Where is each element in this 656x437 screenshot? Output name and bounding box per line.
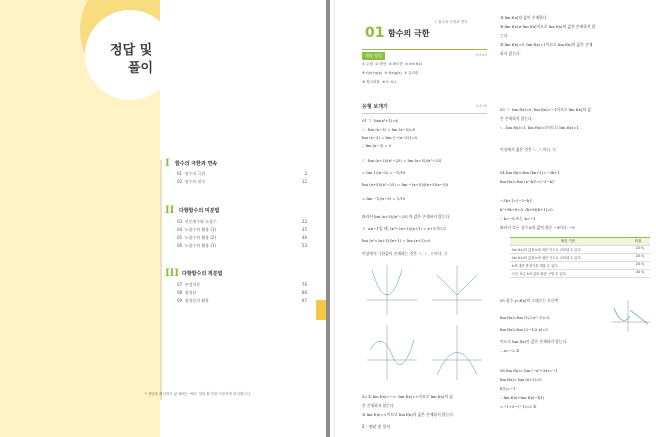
concept-label: 개념 정리	[362, 52, 385, 60]
text-line: ㄷ. lim (x+2)/(x²−25) = lim (x+5)/(x²−25)	[362, 158, 442, 163]
text-line: ㄹ. x≠−1일 때, (x²+2x+1)/(x+1) = x+1이므로	[362, 226, 447, 231]
text-line: lim f(x)=lim (2−1/2 x)=3	[500, 327, 548, 332]
text-line: ③ lim f(x)의 값이 존재한다.	[500, 15, 548, 20]
text-line: lim f(x)=lim (x−k)²=(−3−k)²	[500, 179, 556, 184]
text-line: 04 lim f(x)=lim (kx+1)=−3k+1	[500, 170, 560, 175]
section-num: I	[165, 158, 170, 169]
text-line: lim (x+5)/(x²−25) = lim −(x+5)/((x+5)(x−5))	[362, 182, 449, 187]
chapter-number: 01	[365, 25, 385, 41]
answer-column-2	[500, 15, 650, 425]
text-line: 는다.	[500, 33, 509, 38]
concept-page: 본책 6쪽	[475, 53, 487, 57]
section-title: 함수의 극한과 연속	[175, 161, 218, 167]
text-line: 은 존재하지 않는다.	[362, 403, 395, 408]
right-page	[330, 0, 656, 437]
title-line2: 풀이	[128, 61, 154, 76]
concept-box	[362, 49, 487, 92]
text-line: 01 ㄱ. lim(x²+1)=6	[362, 118, 398, 123]
text-line: 이상에서 옳은 것은 ㄴ, ㄷ이다. ④	[500, 147, 557, 152]
section-title: 다항함수의 미분법	[179, 208, 220, 214]
text-line: ∴ lim |x−3| = 0	[362, 143, 392, 148]
text-line: 따라서 모든 상수 k의 값의 합은 −9이다. −9	[500, 225, 575, 230]
section-num: II	[165, 205, 175, 216]
concept-row2: ⑤ f(x)+g(x) ⑥ f(x)g(x) ⑦ 유리화	[362, 71, 419, 75]
text-line: lim (x−3) = lim {−(x−3)}=0	[362, 135, 418, 140]
section-title: 다항함수의 적분법	[182, 271, 223, 277]
text-line: 06 lim f(x)= lim (−x²+3x)=−1	[500, 368, 558, 373]
title-line1: 정답 및	[110, 43, 153, 58]
table-row: lim f(x)의 값을 k에 대한 식으로 나타낼 수 있다. 20 %	[510, 245, 650, 253]
text-line: ㄴ. lim (x−3) = lim (x−3)=0	[362, 127, 416, 132]
text-line: ∴ a=−2 ②	[500, 348, 520, 353]
text-line: ∴ lim f(x)+lim f(x)−f(1)	[500, 395, 545, 400]
type-label: 유형 보개기	[362, 104, 388, 110]
text-line: f(1)=−1	[500, 386, 516, 391]
table-header: 비율	[634, 239, 642, 243]
scoring-table	[510, 237, 650, 278]
concept-row3: ⑧ 최고차항 ⑨ 0 ⑩ L	[362, 80, 397, 84]
table-row: lim f(x)의 값을 k에 대한 식으로 나타낼 수 있다. 20 %	[510, 253, 650, 261]
text-line: =−1+5−(−1)=5 ⑤	[500, 404, 537, 409]
text-line: ⑤ lim f(x)=0, lim f(x)=1이므로 lim f(x)의 값은 존재	[500, 42, 593, 47]
concept-row1: ① 수렴 ② 발산 ③ 좌극한 ④ lim f(x)	[362, 62, 422, 66]
type-page: 본책 7쪽	[475, 104, 487, 108]
text-line: = lim 1/(x−5) = −1/10	[362, 170, 406, 175]
table-row: 모든 상수 k의 값의 합을 구할 수 있다. 40 %	[510, 269, 650, 278]
text-line: 은 존재하지 않는다.	[500, 116, 533, 121]
table-header: 채점 기준	[560, 239, 576, 243]
text-line: ④ lim f(x)≠ lim f(x)이므로 lim f(x)의 값은 존재하지 않	[500, 24, 596, 29]
chapter-subtitle: I. 함수의 극한과 연속	[435, 20, 468, 24]
text-line: lim (x²+2x+1)/(x+1) = lim (x+1)=0	[362, 238, 431, 243]
graph-figure	[612, 300, 650, 332]
text-line: lim f(x)= lim (x+1)=5	[500, 377, 542, 382]
text-line: lim f(x)=lim (1/2 x²−1)=1,	[500, 315, 551, 320]
chapter-title: 함수의 극한	[388, 29, 430, 38]
text-line: ∴ k=−8 또는 k=−1	[500, 216, 536, 221]
table-row: k에 대한 방정식을 세울 수 있다. 20 %	[510, 261, 650, 269]
answer-column-1	[362, 118, 487, 428]
text-line: ㄴ. lim f(x)=1, lim f(x)=1이므로 lim f(x)=1	[500, 125, 579, 130]
left-page: 정답 및 풀이 I 함수의 극한과 연속 01 함수의 극한 2 02 함수의 연속 12 II 다항함수의 미분법 03 미분계수와 도함수 22 04 도함수의 활용 (1) 35 05 도함수의 활용 (2) 46 06 도함수의 활용 (3) 53 III 다항함수의 적분법 07 부정적분 76 08 정적분 86 09 정적분의 활용 97 * 정답을 확인하지 않 해에는 '빠른 정답 찾기'를 이용하면 편리합니다.	[0, 0, 326, 437]
graphs-figure	[362, 260, 487, 390]
text-line: ② lim f(x)=∞이므로 lim f(x)의 값은 존재하지 않는다.	[362, 412, 455, 417]
footnote: * 정답을 확인하지 않 해에는 '빠른 정답 찾기'를 이용하면 편리합니다.	[145, 392, 252, 396]
text-line: 02 ① lim f(x)=−∞, lim f(x)=∞이므로 lim f(x)의 값	[362, 394, 453, 399]
type-header	[362, 103, 487, 114]
text-line: = lim −1/(x−5) = 1/10	[362, 196, 406, 201]
text-line: −3k+1=(−3−k)²	[500, 198, 533, 203]
page-footer: 2 · 정답 및 풀이	[362, 424, 391, 429]
text-line: 03 ㄱ. lim f(x)=0, lim f(x)=−1이므로 lim f(x)의 값	[500, 107, 591, 112]
text-line: 하지 않는다.	[500, 51, 521, 56]
text-line: 이므로 lim f(x)의 값은 존재하지 않는다.	[500, 339, 568, 344]
text-line: 이상에서 극한값이 존재하는 것은 ㄱ, ㄴ, ㄹ이다. ⑤	[362, 251, 448, 256]
text-line: 05 함수 y=f(x)의 그래프는 오른쪽	[500, 298, 559, 303]
text-line: 따라서 lim (x+5)/|x²−25| 의 값은 존재하지 않는다.	[362, 214, 451, 219]
section-num: III	[165, 268, 180, 279]
text-line: k²+9k+8=0, (k+8)(k+1)=0	[500, 207, 553, 212]
